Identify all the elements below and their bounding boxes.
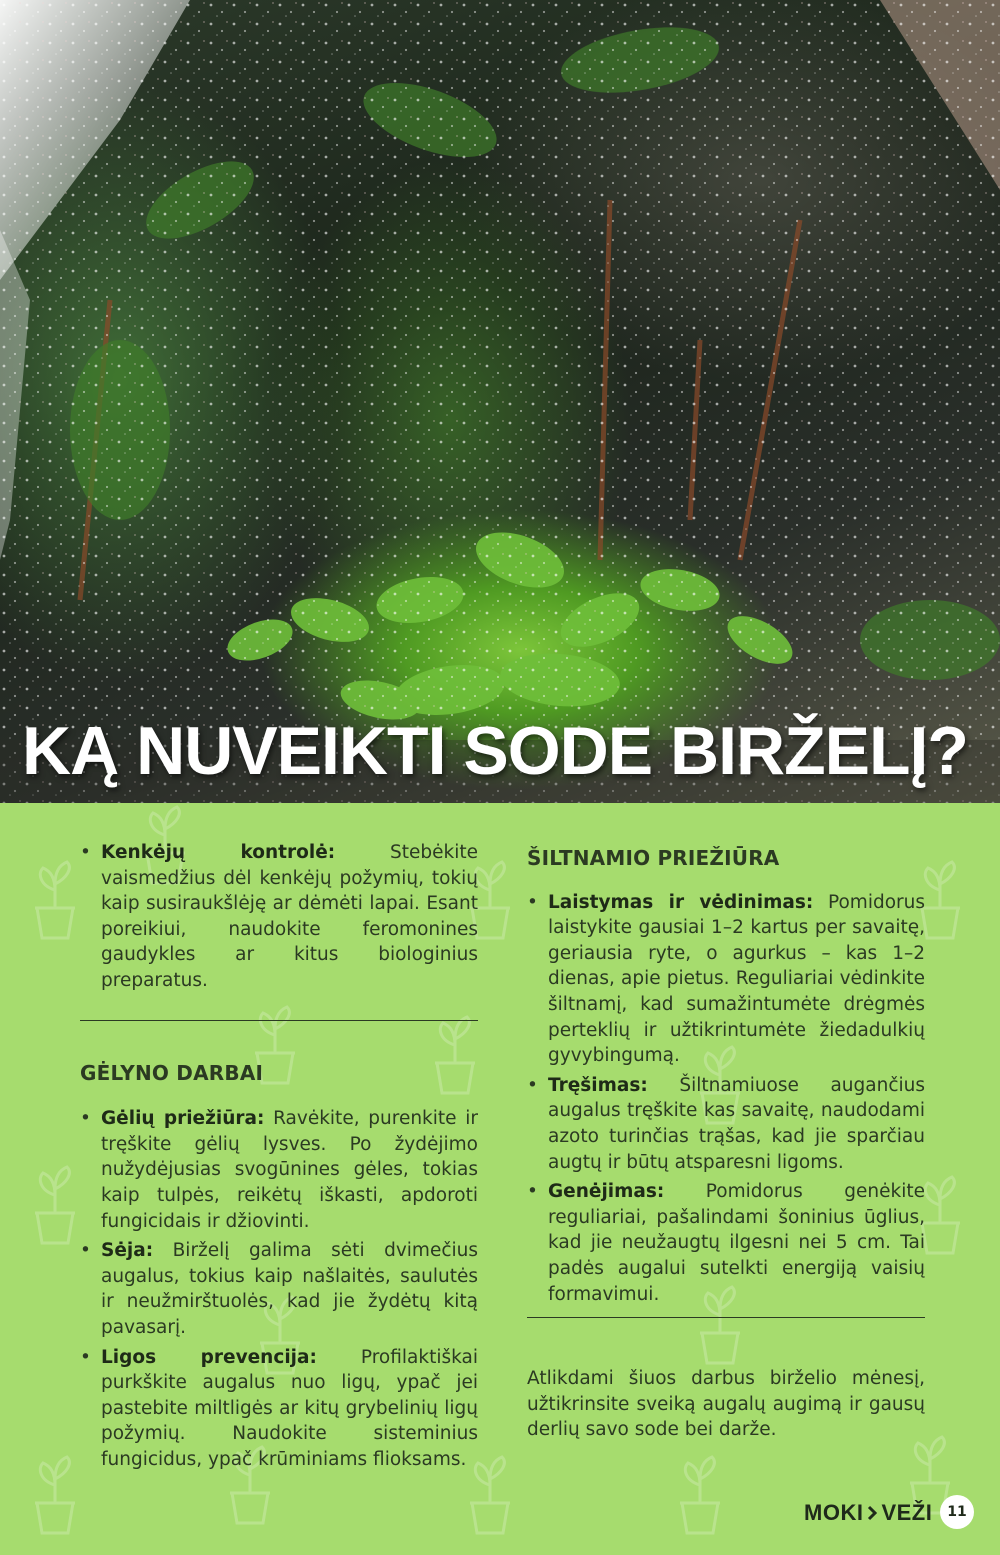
divider: [527, 1317, 925, 1318]
list-item: • Kenkėjų kontrolė: Stebėkite vaismedžius dėl kenkėjų požymių, tokių kaip susiraukšlėję ar dėmėti lapai. Esant poreikiui, naudokite feromonines gaudykles ar kitus biologinius preparatus.: [80, 840, 478, 994]
list-item: • Laistymas ir vėdinimas: Pomidorus laistykite gausiai 1–2 kartus per savaitę, geriausia ryte, o agurkus – kas 1–2 dienas, apie pietus. Reguliariai vėdinkite šiltnamį, kad sumažintumėte drėgmės perteklių ir užtikrintumėte žiedadulkių gyvybingumą.: [527, 890, 925, 1069]
list-item: • Ligos prevencija: Profilaktiškai purkškite augalus nuo ligų, ypač jei pastebite miltligės ar kitų grybelinių ligų požymių. Naudokite sisteminius fungicidus, ypač krūminiams flioksams.: [80, 1345, 478, 1473]
logo-text-left: MOKI: [804, 1500, 864, 1525]
flower-bed-list: [80, 1106, 478, 1472]
logo-text-right: VEŽI: [881, 1500, 933, 1525]
right-column: [527, 840, 925, 1443]
section-heading-greenhouse: ŠILTNAMIO PRIEŽIŪRA: [527, 846, 780, 870]
list-item: • Sėja: Birželį galima sėti dvimečius augalus, tokius kaip našlaitės, saulutės ir neužmirštuolės, kad jie žydėtų kitą pavasarį.: [80, 1238, 478, 1340]
arrow-right-icon: [867, 1505, 877, 1521]
list-item: • Tręšimas: Šiltnamiuose augančius augalus tręškite kas savaitę, naudodami azoto turinčias trąšas, kad jie sparčiau augtų ir būtų atsparesni ligoms.: [527, 1073, 925, 1175]
brand-logo: [804, 1500, 932, 1526]
section-heading-flower-bed: GĖLYNO DARBAI: [80, 1060, 264, 1085]
page-title: KĄ NUVEIKTI SODE BIRŽELĮ?: [22, 713, 968, 789]
left-column: [80, 840, 478, 1472]
greenhouse-list: [527, 890, 925, 1308]
page-number: 11: [940, 1495, 974, 1529]
intro-list: [80, 840, 478, 994]
list-item: • Genėjimas: Pomidorus genėkite reguliariai, pašalindami šoninius ūglius, kad jie neužaugtų ilgesni nei 5 cm. Tai padės augalui sutelkti energiją vaisių formavimui.: [527, 1179, 925, 1307]
list-item: • Gėlių priežiūra: Ravėkite, purenkite ir tręškite gėlių lysves. Po žydėjimo nužydėjusias svogūnines gėles, tokias kaip tulpės, reikėtų iškasti, apdoroti fungicidais ir džiovinti.: [80, 1106, 478, 1234]
divider: [80, 1020, 478, 1021]
closing-paragraph: Atlikdami šiuos darbus birželio mėnesį, užtikrinsite sveiką augalų augimą ir gausų derlių savo sode bei darže.: [527, 1368, 925, 1441]
